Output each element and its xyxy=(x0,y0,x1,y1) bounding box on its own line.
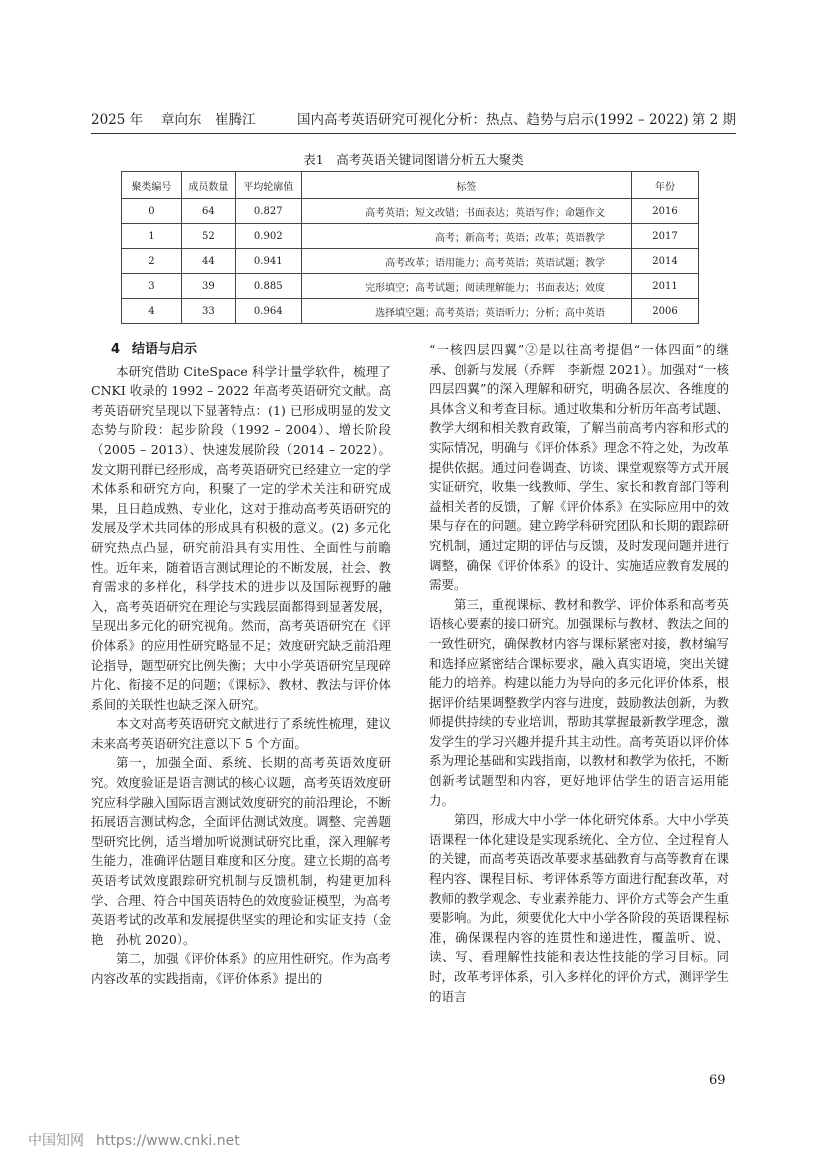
table-caption: 表1 高考英语关键词图谱分析五大聚类 xyxy=(303,152,524,167)
table-cell: 完形填空；高考试题；阅读理解能力；书面表达；效度 xyxy=(301,274,631,299)
header-authors: 章向东 崔腾江 xyxy=(161,112,256,128)
table-cell: 0 xyxy=(122,199,182,224)
table-cell: 2006 xyxy=(632,299,699,324)
paragraph: 第二，加强《评价体系》的应用性研究。作为高考内容改革的实践指南，《评价体系》提出的 xyxy=(91,951,392,986)
paragraph: 本研究借助 CiteSpace 科学计量学软件，梳理了 CNKI 收录的 1992 – 2022 年高考英语研究文献。高考英语研究呈现以下显著特点：(1) 已形成明显的发文态势与阶段：起步阶段（1992 – 2004）、增长阶段（2005 – 2013）、快速发展阶段（2014 – 2022）。发文期刊群已经形成，高考英语研究已经建立一定的学术体系和研究方向，积聚了一定的学术关注和研究成果，且日趋成熟、专业化，这对于推动高考英语研究的发展及学术共同体的形成具有积极的意义。(2) 多元化研究热点凸显，研究前沿具有实用性、全面性与前瞻性。近年来，随着语言测试理论的不断发展，社会、教育需求的多样化，科学技术的进步以及国际视野的融入，高考英语研究在理论与实践层面都得到显著发展，呈现出多元化的研究视角。然而，高考英语研究在《评价体系》的应用性研究略显不足；效度研究缺乏前沿理论指导，题型研究比例失衡；大中小学英语研究呈现碎片化、衔接不足的问题；《课标》、教材、教法与评价体系间的关联性也缺乏深入研究。 xyxy=(91,363,392,712)
table-cell: 2017 xyxy=(632,224,699,249)
table-cell: 2016 xyxy=(632,199,699,224)
table-cell: 3 xyxy=(122,274,182,299)
table-cell: 0.827 xyxy=(235,199,301,224)
table-cell: 2011 xyxy=(632,274,699,299)
watermark-brand: 中国知网 xyxy=(28,1133,84,1149)
watermark-url: https://www.cnki.net xyxy=(96,1133,240,1149)
header-year: 2025 年 xyxy=(91,112,144,128)
running-header xyxy=(91,108,736,132)
paragraph: “一核四层四翼”②是以往高考提倡“一体四面”的继承、创新与发展（乔辉 李新煜 2021）。加强对“一核四层四翼”的深入理解和研究，明确各层次、各维度的具体含义和考查目标。通过收集和分析历年高考试题、教学大纲和相关教育政策，了解当前高考内容和形式的实际情况，明确与《评价体系》理念不符之处，为改革提供依据。通过问卷调查、访谈、课堂观察等方式开展实证研究，收集一线教师、学生、家长和教育部门等利益相关者的反馈，了解《评价体系》在实际应用中的效果与存在的问题。建立跨学科研究团队和长期的跟踪研究机制，通过定期的评估与反馈，及时发现问题并进行调整，确保《评价体系》的设计、实施适应教育发展的需要。 xyxy=(429,342,730,593)
table-cell: 0.964 xyxy=(235,299,301,324)
table-cell: 0.941 xyxy=(235,249,301,274)
table-header-cell: 成员数量 xyxy=(181,172,235,199)
table-header-row xyxy=(122,172,699,199)
table-cell: 64 xyxy=(181,199,235,224)
header-issue: 第 2 期 xyxy=(691,112,736,128)
right-column xyxy=(429,340,729,1006)
table-header-cell: 标签 xyxy=(301,172,631,199)
table-cell: 2014 xyxy=(632,249,699,274)
source-watermark xyxy=(28,1130,240,1150)
table-cell: 33 xyxy=(181,299,235,324)
paragraph: 本文对高考英语研究文献进行了系统性梳理，建议未来高考英语研究注意以下 5 个方面。 xyxy=(91,716,392,751)
header-rule xyxy=(91,133,736,134)
table-row xyxy=(122,249,699,274)
paragraph: 第四，形成大中小学一体化研究体系。大中小学英语课程一体化建设是实现系统化、全方位、全过程育人的关键，而高考英语改革要求基础教育与高等教育在课程内容、课程目标、考评体系等方面进行配套改革，对教师的教学观念、专业素养能力、评价方式等会产生重要影响。为此，须要优化大中小学各阶段的英语课程标准，确保课程内容的连贯性和递进性，覆盖听、说、读、写、看理解性技能和表达性技能的学习目标。同时，改革考评体系，引入多样化的评价方式，测评学生的语言 xyxy=(429,812,730,1004)
section-heading xyxy=(91,340,391,360)
table-cell: 高考改革；语用能力；高考英语；英语试题；教学 xyxy=(301,249,631,274)
paragraph: 第三，重视课标、教材和教学、评价体系和高考英语核心要素的接口研究。加强课标与教材、教法之间的一致性研究，确保教材内容与课标紧密对接，教材编写和选择应紧密结合课标要求，融入真实语境，突出关键能力的培养。构建以能力为导向的多元化评价体系，根据评价结果调整教学内容与进度，鼓励教法创新，为教师提供持续的专业培训，帮助其掌握最新教学理念，激发学生的学习兴趣并提升其主动性。高考英语以评价体系为理论基础和实践指南，以教材和教学为依托，不断创新考试题型和内容，更好地评估学生的语言运用能力。 xyxy=(429,596,730,808)
table-row xyxy=(122,224,699,249)
table-cell: 1 xyxy=(122,224,182,249)
section-number: 4 xyxy=(111,342,121,357)
table-cell: 选择填空题；高考英语；英语听力；分析；高中英语 xyxy=(301,299,631,324)
table-header-cell: 聚类编号 xyxy=(122,172,182,199)
table-row xyxy=(122,199,699,224)
page-number: 69 xyxy=(709,1073,726,1088)
table-header-cell: 年份 xyxy=(632,172,699,199)
keyword-cluster-table xyxy=(121,171,699,324)
table-cell: 39 xyxy=(181,274,235,299)
left-column xyxy=(91,340,391,989)
section-title: 结语与启示 xyxy=(132,342,198,357)
table-cell: 4 xyxy=(122,299,182,324)
table-cell: 高考；新高考；英语；改革；英语教学 xyxy=(301,224,631,249)
table-cell: 高考英语；短文改错；书面表达；英语写作；命题作文 xyxy=(301,199,631,224)
table-cell: 2 xyxy=(122,249,182,274)
table-header-cell: 平均轮廓值 xyxy=(235,172,301,199)
paragraph: 第一，加强全面、系统、长期的高考英语效度研究。效度验证是语言测试的核心议题，高考英语效度研究应科学融入国际语言测试效度研究的前沿理论，不断拓展语言测试构念，全面评估测试效度。调整、完善题型研究比例，适当增加听说测试研究比重，深入理解考生能力，准确评估题目难度和区分度。建立长期的高考英语考试效度跟踪研究机制与反馈机制，构建更加科学、合理、符合中国英语特色的效度验证模型，为高考英语考试的改革和发展提供坚实的理论和实证支持（金艳 孙杭 2020）。 xyxy=(91,755,392,947)
table-cell: 44 xyxy=(181,249,235,274)
table-cell: 0.902 xyxy=(235,224,301,249)
table-cell: 0.885 xyxy=(235,274,301,299)
table-cell: 52 xyxy=(181,224,235,249)
table-row xyxy=(122,274,699,299)
header-article-title: 国内高考英语研究可视化分析：热点、趋势与启示(1992 – 2022) xyxy=(297,112,689,128)
table-row xyxy=(122,299,699,324)
